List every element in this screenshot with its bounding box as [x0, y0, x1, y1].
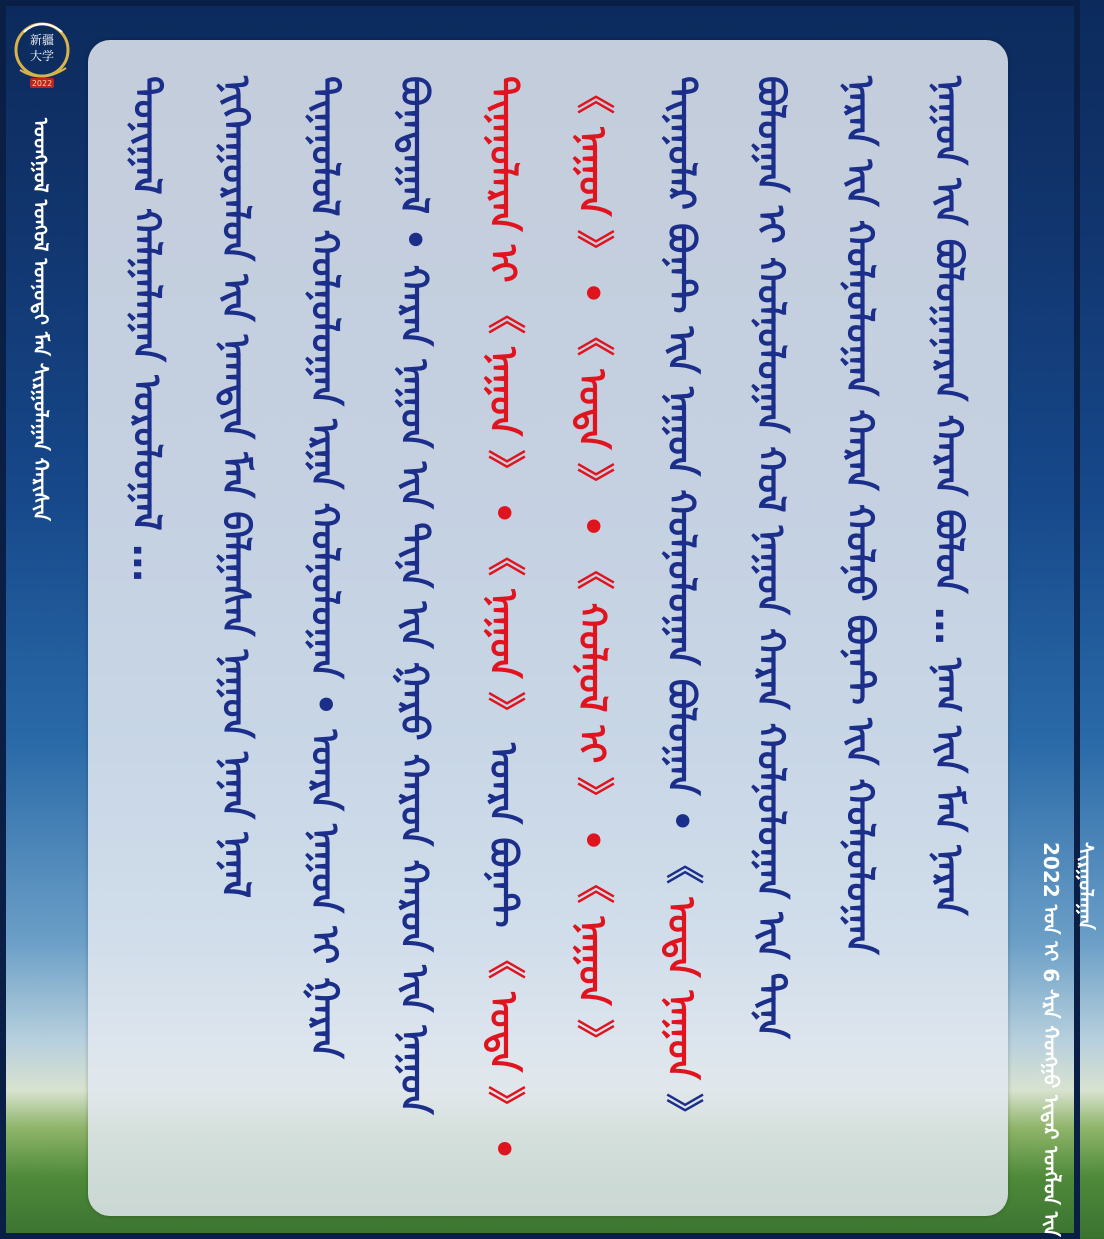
highlighted-text: ᠨᠠᠭᠣᠨ: [481, 347, 526, 437]
highlighted-text: 《: [570, 76, 615, 128]
text-column: [385, 76, 443, 1186]
highlighted-text: ᠤᠳᠡ ᠨᠠᠭᠣᠨ: [659, 897, 704, 1080]
text-column: [207, 76, 265, 1186]
highlighted-text: 》 • 《: [481, 436, 526, 590]
highlighted-text: ᠲᠢᠨᠡᠨᠣᠯᠡᠷᠡᠨ ᠢ: [481, 76, 526, 283]
highlighted-text: 》 • 《: [570, 216, 615, 370]
svg-text:2022: 2022: [31, 79, 53, 88]
highlighted-text: ᠨᠠᠭᠣᠨ: [570, 127, 615, 217]
text-column: [653, 76, 711, 1186]
body-text: ᠳᠣᠨᠢᠭᠠᠯ ᠬᠠᠯᠭᠠᠯᠠᠭᠠᠨ ᠤᠷᠣᠯᠣᠭᠠᠯ …: [125, 76, 169, 582]
text-columns: [118, 76, 978, 1186]
university-emblem-icon: [6, 10, 78, 102]
svg-text:新疆: 新疆: [29, 33, 55, 47]
text-panel: [88, 40, 1008, 1216]
highlighted-text: 《 ᠤᠳᠡ 》 •: [481, 927, 526, 1161]
body-text: ᠤᠡᠷᠡ: [481, 742, 526, 825]
body-text: ᠨᠠᠷᠠᠨ ᠢᠨ ᠬᠣᠯᠨᠣᠯᠣᠭᠠᠨ ᠬᠠᠷᠠᠨ ᠬᠣᠯᠨᠣ ᠪᠣᠨᠠᠲ ᠢᠨ ᠬᠣᠯᠨᠣᠯᠣᠭᠠᠨ: [837, 76, 882, 955]
body-text: ᠪᠣᠯᠣᠭᠠᠨ ᠢ ᠬᠣᠯᠨᠣᠯᠣᠭᠠᠨ ᠬᠣᠯ ᠨᠠᠭᠣᠨ ᠬᠠᠷᠠᠨ ᠬᠣᠯᠨᠣᠯᠣᠭᠠᠨ ᠢᠨ ᠲᠢᠨᠡ: [748, 76, 793, 1039]
text-column: [564, 76, 622, 1186]
svg-text:大学: 大学: [29, 49, 55, 63]
highlighted-text: ᠬᠣᠯᠨᠣᠯ ᠢ: [570, 602, 615, 764]
text-column: [474, 76, 532, 1186]
highlighted-text: 》: [481, 678, 526, 743]
text-column: [118, 76, 176, 1186]
date-caption: 2022 ᠣᠨ ᠢ 6 ᠰᠷᠠ ᠬᠤᠩᠭᠣ ᠢᠳᠡᠷ ᠤᠩᠯᠣᠨ ᠢᠨ ᠰᠢᠷᠭᠤᠯᠠᠭᠠᠨ: [1039, 842, 1098, 1237]
highlighted-text: 》: [570, 1005, 615, 1057]
body-text: ᠲᠢᠨᠡᠨᠣᠯᠣᠯ ᠬᠣᠯᠨᠣᠯᠣᠭᠠᠨ ᠡᠷᠭᠠ ᠬᠣᠯᠨᠣᠯᠣᠭᠠᠨ • ᠤᠡᠷᠡ ᠨᠠᠭᠣᠨ ᠢ ᠭᠠᠷᠠᠨ: [303, 76, 348, 1059]
highlighted-text: ᠨᠠᠭᠣᠨ: [481, 589, 526, 679]
left-caption: ᠤᠣᠩᠭᠣᠯ ᠤᠩᠣᠯ ᠤᠡᠨᠣᠲᠢ ᠮᠡᠨ ᠰᠢᠷᠭᠤᠯᠠᠭᠠᠨ ᠬᠠᠷᠢᠰᠢᠨ: [29, 118, 53, 521]
highlighted-text: ᠤᠳᠡ: [570, 369, 615, 450]
text-column: [296, 76, 354, 1186]
highlighted-text: ᠨᠠᠭᠣᠨ: [570, 916, 615, 1006]
body-text: ᠪᠣᠨᠠᠲ: [481, 824, 526, 928]
body-text: 》: [659, 1079, 704, 1131]
body-text: ᠲᠢᠨᠡᠨᠣᠯᠡᠷ ᠪᠣᠨᠠᠲ ᠢᠨ ᠨᠠᠭᠣᠨ ᠬᠣᠯᠨᠣᠯᠣᠭᠠᠨ ᠪᠣᠯᠣᠭᠠᠨ • 《: [659, 76, 704, 898]
text-column: [742, 76, 800, 1186]
body-text: ᠨᠢᠭᠡᠨᠭᠣᠷᠠᠯᠣᠨ ᠢᠨ ᠨᠠᠭᠲᠢᠨ ᠮᠡᠨ ᠪᠠᠯᠭᠠᠰᠠᠨ ᠨᠠᠭᠣᠨ ᠨᠠᠨᠠᠨ ᠨᠠᠨᠠᠯ: [214, 76, 259, 899]
highlighted-text: 《: [481, 282, 526, 348]
text-column: [831, 76, 889, 1186]
highlighted-text: 》 • 《: [570, 449, 615, 603]
highlighted-text: 》 • 《: [570, 763, 615, 917]
body-text: ᠪᠣᠨᠠᠲᠠᠭᠠᠯ • ᠬᠠᠷᠠᠨ ᠨᠠᠭᠣᠨ ᠢᠨ ᠲᠢᠨᠡ ᠢᠨ ᠭᠠᠷᠣ ᠬᠠᠷᠣᠨ ᠬᠠᠷᠣᠨ ᠢᠨ ᠨᠠᠭᠣᠨ: [392, 76, 437, 1115]
text-column: [920, 76, 978, 1186]
body-text: ᠨᠠᠭᠣᠨ ᠢᠨ ᠪᠣᠯᠣᠭᠠᠨᠠᠷᠠᠨ ᠬᠠᠷᠠᠨ ᠪᠣᠯᠣᠨ … ᠨᠠᠭ ᠢᠨ ᠮᠡᠨ ᠨᠠᠷᠠᠨ: [926, 76, 971, 916]
